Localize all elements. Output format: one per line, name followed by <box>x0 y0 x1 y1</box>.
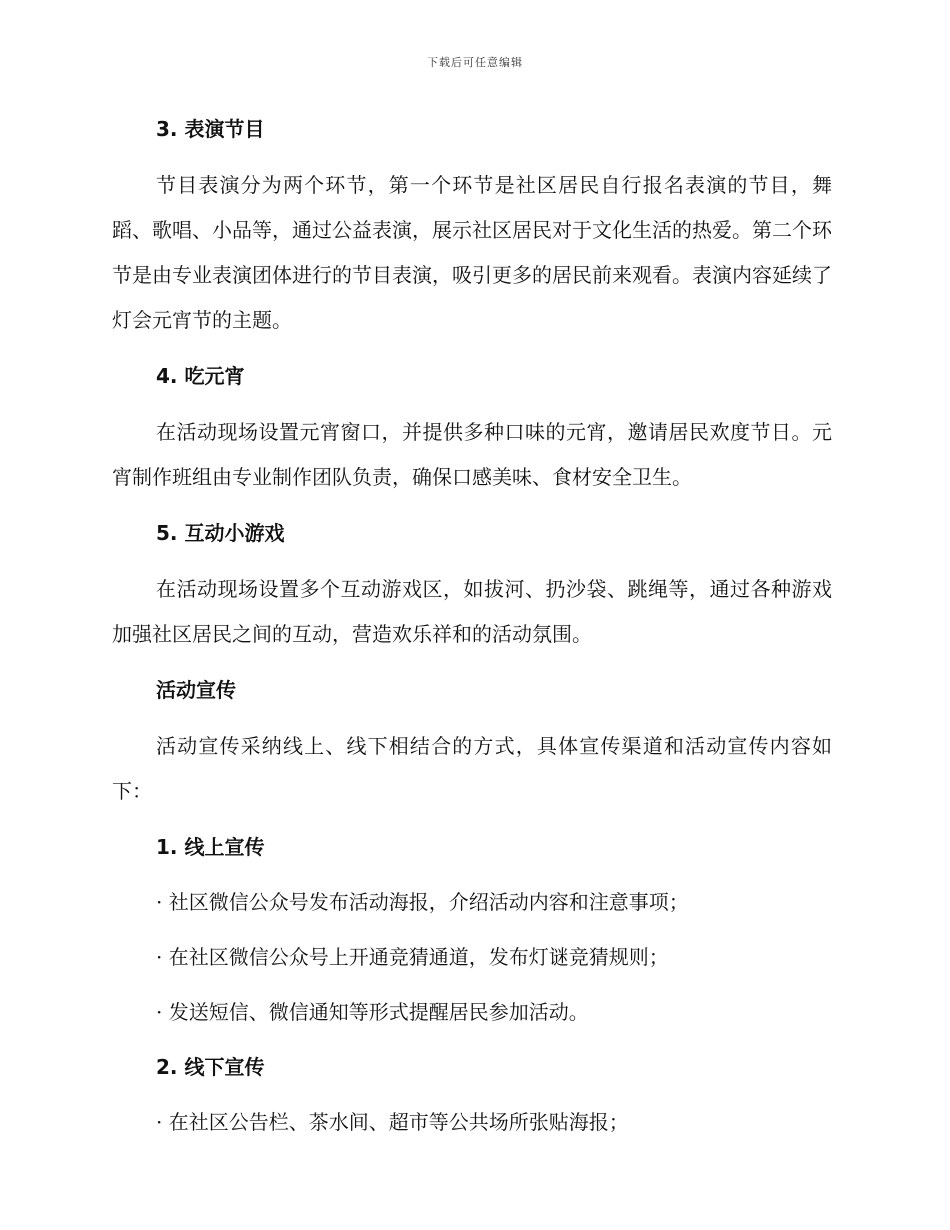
section-heading-games: 5. 互动小游戏 <box>156 521 285 545</box>
paragraph-performance: 节目表演分为两个环节，第一个环节是社区居民自行报名表演的节目，舞蹈、歌唱、小品等，通过公益表演，展示社区居民对于文化生活的热爱。第二个环节是由专业表演团体进行的节目表演，吸引更多的居民前来观看。表演内容延续了灯会元宵节的主题。 <box>112 173 832 332</box>
list-item: · 发送短信、微信通知等形式提醒居民参加活动。 <box>156 1000 589 1024</box>
list-item: · 在社区微信公众号上开通竞猜通道，发布灯谜竞猜规则； <box>156 945 669 969</box>
section-heading-performance: 3. 表演节目 <box>156 117 265 141</box>
list-item: · 在社区公告栏、茶水间、超市等公共场所张贴海报； <box>156 1110 629 1134</box>
paragraph-yuanxiao: 在活动现场设置元宵窗口，并提供多种口味的元宵，邀请居民欢度节日。元宵制作班组由专业制作团队负责，确保口感美味、食材安全卫生。 <box>112 420 832 489</box>
section-heading-promotion: 活动宣传 <box>156 678 236 702</box>
document-body <box>112 108 832 1143</box>
header-note: 下载后可任意编辑 <box>427 56 523 69</box>
paragraph-games: 在活动现场设置多个互动游戏区，如拔河、扔沙袋、跳绳等，通过各种游戏加强社区居民之间的互动，营造欢乐祥和的活动氛围。 <box>112 577 832 646</box>
section-heading-offline: 2. 线下宣传 <box>156 1055 265 1079</box>
paragraph-promotion: 活动宣传采纳线上、线下相结合的方式，具体宣传渠道和活动宣传内容如下： <box>112 734 832 803</box>
list-item: · 社区微信公众号发布活动海报，介绍活动内容和注意事项； <box>156 890 689 914</box>
section-heading-online: 1. 线上宣传 <box>156 835 265 859</box>
section-heading-yuanxiao: 4. 吃元宵 <box>156 364 245 388</box>
